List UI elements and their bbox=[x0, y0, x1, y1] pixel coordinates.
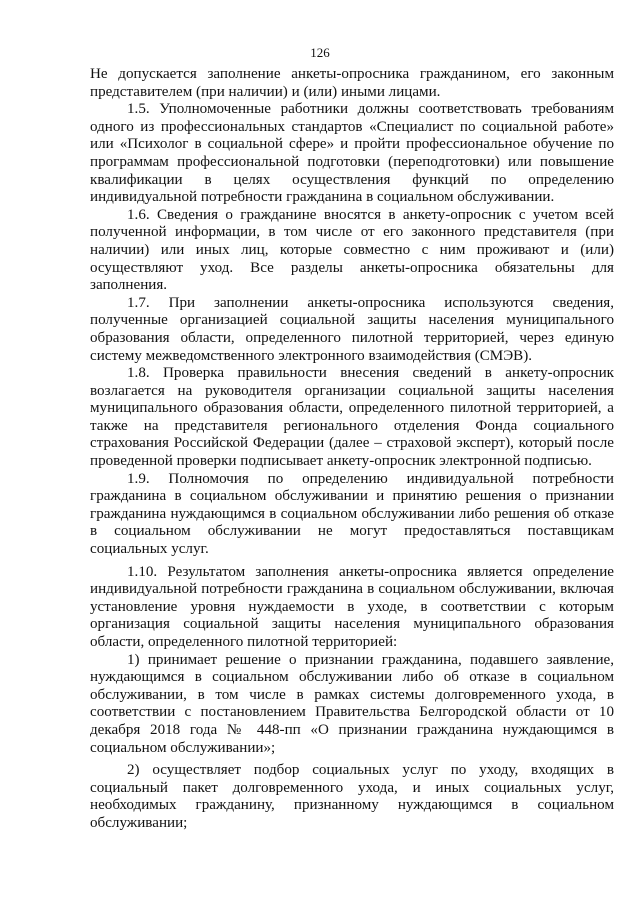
paragraph-1-10: 1.10. Результатом заполнения анкеты-опросника является определение индивидуальной потребности гражданина в социальном обслуживании, включая установление уровня нуждаемости в уходе, в соответствии с которым организация социальной защиты населения муниципального образования области, определенного пилотной территорией: bbox=[90, 563, 614, 650]
paragraph-1-8: 1.8. Проверка правильности внесения сведений в анкету-опросник возлагается на руководителя организации социальной защиты населения муниципального образования области, определенного пилотной территорией, а также на представителя регионального отделения Фонда социального страхования Российской Федерации (далее – страховой эксперт), который после проведенной проверки подписывает анкету-опросник электронной подписью. bbox=[90, 365, 614, 470]
list-item-1: 1) принимает решение о признании гражданина, подавшего заявление, нуждающимся в социальном обслуживании либо об отказе в социальном обслуживании, в том числе в рамках системы долговременного ухода, в соответствии с постановлением Правительства Белгородской области от 10 декабря 2018 года № 448-пп «О признании гражданина нуждающимся в социальном обслуживании»; bbox=[90, 651, 614, 756]
paragraph-1-9: 1.9. Полномочия по определению индивидуальной потребности гражданина в социальном обслуживании и принятию решения о признании гражданина нуждающимся в социальном обслуживании либо решения об отказе в социальном обслуживании не могут предоставляться поставщикам социальных услуг. bbox=[90, 470, 614, 558]
paragraph-1-6: 1.6. Сведения о гражданине вносятся в анкету-опросник с учетом всей полученной информации, в том числе от его законного представителя (при наличии) или иных лиц, которые совместно с ним проживают и (или) осуществляют уход. Все разделы анкеты-опросника обязательны для заполнения. bbox=[90, 206, 614, 294]
list-item-2: 2) осуществляет подбор социальных услуг по уходу, входящих в социальный пакет долговременного ухода, и иных социальных услуг, необходимых гражданину, признанному нуждающимся в социальном обслуживании; bbox=[90, 762, 614, 831]
paragraph-1-5: 1.5. Уполномоченные работники должны соответствовать требованиям одного из профессиональных стандартов «Специалист по социальной работе» или «Психолог в социальной сфере» и пройти профессиональное обучение по программам профессиональной подготовки (переподготовки) или повышение квалификации в целях осуществления функций по определению индивидуальной потребности гражданина в социальном обслуживании. bbox=[90, 101, 614, 206]
paragraph-continuation: Не допускается заполнение анкеты-опросника гражданином, его законным представителем (при наличии) и (или) иными лицами. bbox=[90, 66, 614, 100]
page-number: 126 bbox=[310, 45, 330, 60]
document-body bbox=[90, 66, 614, 833]
paragraph-1-7: 1.7. При заполнении анкеты-опросника используются сведения, полученные организацией социальной защиты населения муниципального образования области, определенного пилотной территорией, через единую систему межведомственного электронного взаимодействия (СМЭВ). bbox=[90, 294, 614, 364]
